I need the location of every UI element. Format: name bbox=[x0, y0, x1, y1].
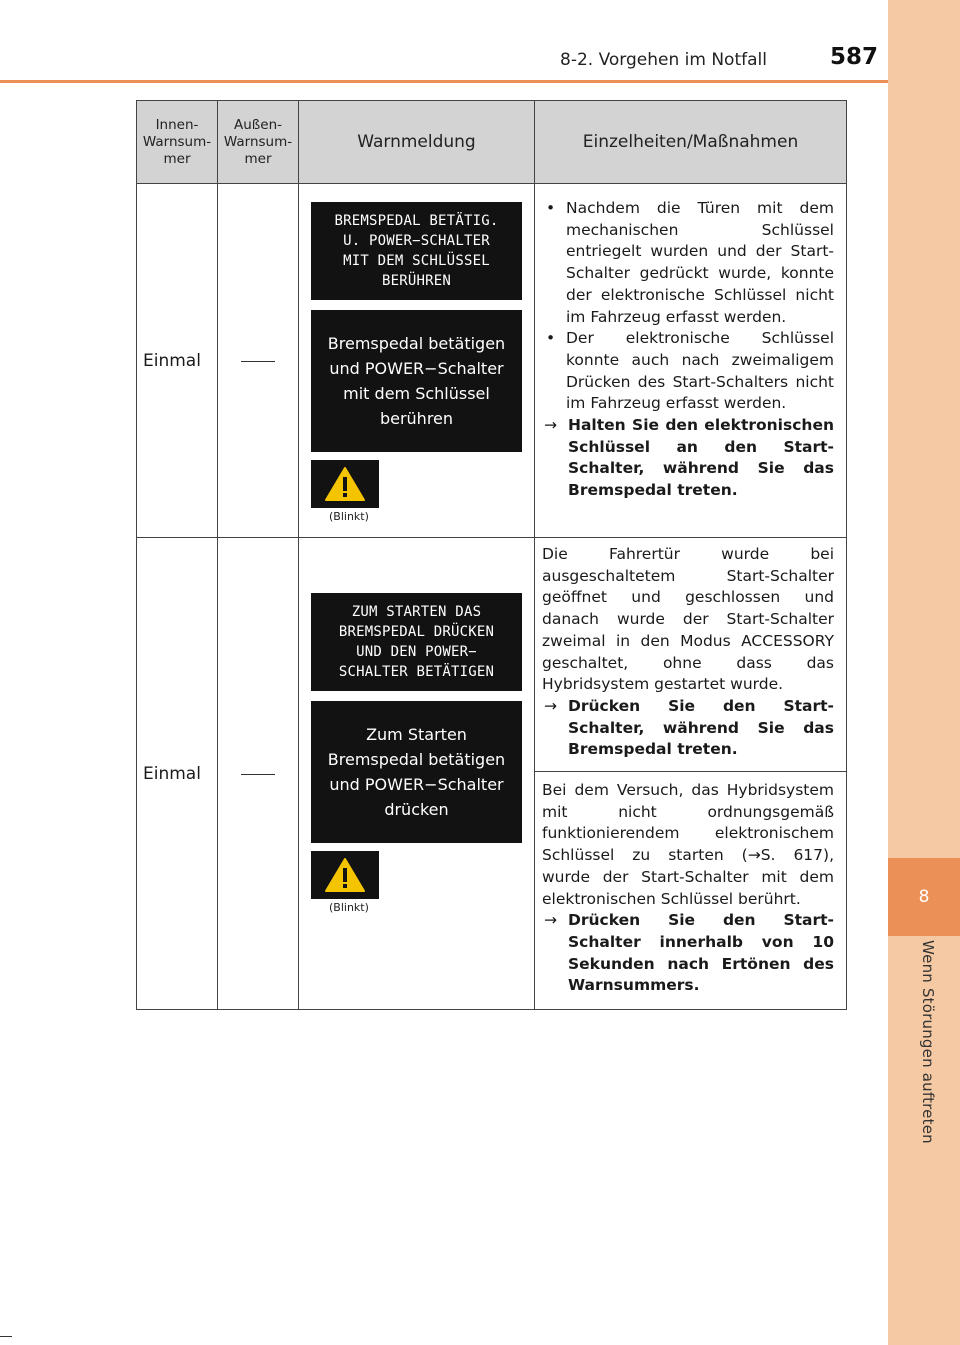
header-outer-buzzer: Außen- Warnsum- mer bbox=[218, 101, 299, 184]
chapter-number: 8 bbox=[888, 858, 960, 936]
display-screen-multi-info: Zum Starten Bremspedal betätigen und POWER−Schalter drücken bbox=[311, 701, 522, 843]
chapter-title: Wenn Störungen auftreten bbox=[919, 940, 937, 1144]
detail-block: Die Fahrertür wurde bei ausgeschaltetem Start-Schalter geöffnet und geschlossen und danach wurde der Start-Schalter zweimal in den Modus ACCESSORY geschaltet, ohne dass das Hybridsystem gestartet wurde. → Drücken Sie den Start-Schalter, während Sie das Bremspedal treten. bbox=[542, 544, 834, 771]
display-screen-mono: BREMSPEDAL BETÄTIG. U. POWER−SCHALTER MIT DEM SCHLÜSSEL BERÜHREN bbox=[311, 202, 522, 300]
inner-buzzer-value: Einmal bbox=[137, 538, 218, 1010]
display-screen-mono: ZUM STARTEN DAS BREMSPEDAL DRÜCKEN UND DEN POWER− SCHALTER BETÄTIGEN bbox=[311, 593, 522, 691]
header-details: Einzelheiten/Maßnahmen bbox=[535, 101, 847, 184]
inner-buzzer-value: Einmal bbox=[137, 184, 218, 538]
list-item: • Der elektronische Schlüssel konnte auch nach zweimaligem Drücken des Start-Schalters nicht im Fahrzeug erfasst werden. bbox=[546, 329, 834, 413]
action-instruction: → Drücken Sie den Start-Schalter, während Sie das Bremspedal treten. bbox=[544, 696, 834, 759]
warning-triangle-icon bbox=[311, 460, 379, 508]
outer-buzzer-value bbox=[218, 184, 299, 538]
message-cell bbox=[299, 184, 535, 538]
blink-label: (Blinkt) bbox=[329, 901, 369, 914]
display-screen-multi-info: Bremspedal betätigen und POWER−Schalter mit dem Schlüssel berühren bbox=[311, 310, 522, 452]
header-message: Warnmeldung bbox=[299, 101, 535, 184]
table-row bbox=[137, 538, 847, 1010]
details-cell bbox=[535, 538, 847, 1010]
action-instruction: → Halten Sie den elektronischen Schlüssel an den Start-Schalter, während Sie das Bremspedal treten. bbox=[544, 416, 834, 500]
warning-triangle-icon bbox=[311, 851, 379, 899]
page-number: 587 bbox=[830, 44, 879, 70]
crop-mark bbox=[0, 1336, 12, 1337]
table-header-row bbox=[137, 101, 847, 184]
header-inner-buzzer: Innen- Warnsum- mer bbox=[137, 101, 218, 184]
warning-table bbox=[136, 100, 847, 1010]
section-title: 8-2. Vorgehen im Notfall bbox=[560, 50, 767, 70]
details-cell bbox=[535, 184, 847, 538]
header-rule bbox=[0, 80, 888, 83]
outer-buzzer-value bbox=[218, 538, 299, 1010]
blink-label: (Blinkt) bbox=[329, 510, 369, 523]
message-cell bbox=[299, 538, 535, 1010]
action-instruction: → Drücken Sie den Start-Schalter innerhalb von 10 Sekunden nach Ertönen des Warnsummers. bbox=[544, 911, 834, 995]
detail-block: Bei dem Versuch, das Hybridsystem mit nicht ordnungsgemäß funktionierendem elektronischem Schlüssel zu starten (→S. 617), wurde der Start-Schalter mit dem elektronischen Schlüssel berührt. → Drücken Sie den Start-Schalter innerhalb von 10 Sekunden nach Ertönen des Warnsummers. bbox=[535, 771, 846, 997]
table-row bbox=[137, 184, 847, 538]
list-item: • Nachdem die Türen mit dem mechanischen Schlüssel entriegelt wurden und der Start-Schalter gedrückt wurde, konnte der elektronische Schlüssel nicht im Fahrzeug erfasst werden. bbox=[546, 199, 834, 326]
